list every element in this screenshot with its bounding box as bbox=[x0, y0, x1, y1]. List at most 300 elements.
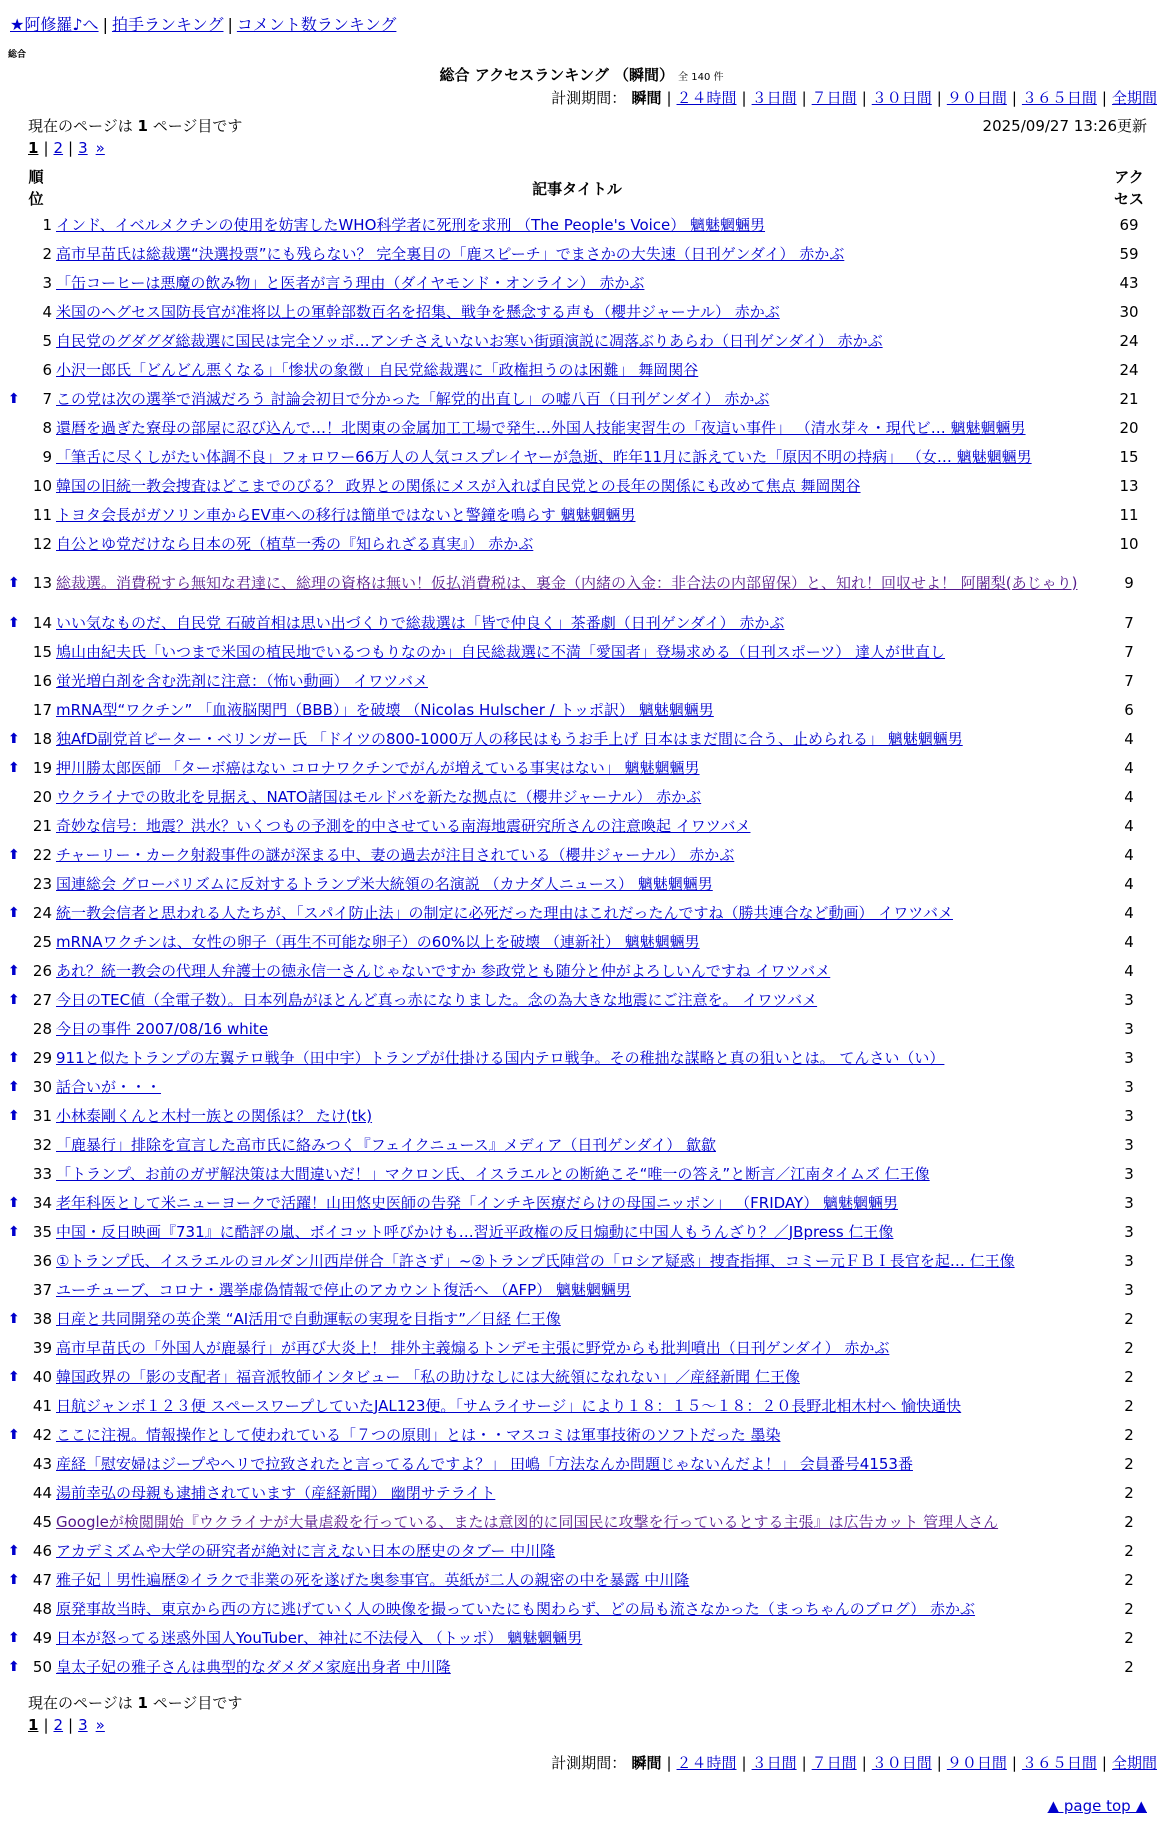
article-link[interactable]: 今日の事件 2007/08/16 white bbox=[56, 1019, 269, 1038]
rank-cell bbox=[8, 1420, 54, 1449]
article-link[interactable]: ユーチューブ、コロナ・選挙虚偽情報で停止のアカウント復活へ （AFP） 魑魅魍魎男 bbox=[56, 1280, 631, 1299]
access-count: 2 bbox=[1124, 1483, 1134, 1502]
title-cell bbox=[54, 1565, 1100, 1594]
access-count: 4 bbox=[1124, 932, 1134, 951]
pager-separator: | bbox=[43, 139, 49, 157]
rank-number: 39 bbox=[32, 1338, 52, 1357]
rank-cell bbox=[18, 927, 54, 956]
up-arrow-icon: ⬆ bbox=[8, 904, 20, 921]
article-link[interactable]: 911と似たトランプの左翼テロ戦争（田中宇）トランプが仕掛ける国内テロ戦争。その稚拙な謀略と真の狙いとは。 てんさい（い） bbox=[56, 1048, 945, 1067]
table-row bbox=[18, 297, 1158, 326]
article-link[interactable]: 高市早苗氏の「外国人が鹿暴行」が再び大炎上！ 排外主義煽るトンデモ主張に野党からも批判噴出（日刊ゲンダイ） 赤かぶ bbox=[56, 1338, 890, 1357]
rank-number: 26 bbox=[32, 961, 52, 980]
rank-cell bbox=[8, 1362, 54, 1391]
article-link[interactable]: 「鹿暴行」排除を宣言した高市氏に絡みつく『フェイクニュース』メディア（日刊ゲンダイ） 歙歙 bbox=[56, 1135, 716, 1154]
period-selector-bottom bbox=[551, 1752, 1157, 1773]
article-link[interactable]: 自公とゆ党だけなら日本の死（植草一秀の『知られざる真実』） 赤かぶ bbox=[56, 534, 534, 553]
period-separator: | bbox=[861, 89, 867, 107]
article-link[interactable]: チャーリー・カーク射殺事件の謎が深まる中、妻の過去が注目されている（櫻井ジャーナル） 赤かぶ bbox=[56, 845, 735, 864]
article-link[interactable]: 今日のTEC値（全電子数）。日本列島がほとんど真っ赤になりました。念の為大きな地震にご注意を。 イワツバメ bbox=[56, 990, 818, 1009]
table-row bbox=[18, 1478, 1158, 1507]
period-option-link[interactable]: ９０日間 bbox=[946, 1754, 1007, 1772]
up-arrow-icon: ⬆ bbox=[8, 1542, 20, 1559]
access-count: 4 bbox=[1124, 816, 1134, 835]
access-count: 3 bbox=[1124, 1019, 1134, 1038]
access-count: 7 bbox=[1124, 642, 1134, 661]
table-header bbox=[18, 166, 1158, 210]
rank-cell bbox=[8, 840, 54, 869]
access-count: 2 bbox=[1124, 1570, 1134, 1589]
rank-number: 19 bbox=[32, 758, 52, 777]
title-cell bbox=[54, 1014, 1100, 1043]
table-row bbox=[18, 956, 1158, 985]
access-count: 3 bbox=[1124, 1164, 1134, 1183]
rank-number: 44 bbox=[32, 1483, 52, 1502]
rank-cell bbox=[8, 753, 54, 782]
article-link[interactable]: 自民党のグダグダ総裁選に国民は完全ソッポ…アンチさえいないお寒い街頭演説に凋落ぶりあらわ（日刊ゲンダイ） 赤かぶ bbox=[56, 331, 883, 350]
title-cell bbox=[54, 811, 1100, 840]
rank-cell bbox=[18, 1594, 54, 1623]
title-cell bbox=[54, 1623, 1100, 1652]
article-link[interactable]: 韓国の旧統一教会捜査はどこまでのびる？ 政界との関係にメスが入れば自民党との長年の関係にも改めて焦点 舞岡関谷 bbox=[56, 476, 861, 495]
article-link[interactable]: 蛍光増白剤を含む洗剤に注意：（怖い動画） イワツバメ bbox=[56, 671, 428, 690]
page-info-suffix: ページ目です bbox=[147, 1694, 243, 1712]
rank-cell bbox=[18, 268, 54, 297]
page-title bbox=[0, 64, 1163, 85]
rank-header-text: 順位 bbox=[28, 168, 44, 208]
period-option-link[interactable]: ３０日間 bbox=[871, 1754, 932, 1772]
title-cell bbox=[54, 724, 1100, 753]
table-row bbox=[18, 558, 1158, 608]
article-link[interactable]: mRNAワクチンは、女性の卵子（再生不可能な卵子）の60%以上を破壊 （連新社） 魑魅魍魎男 bbox=[56, 932, 700, 951]
article-link[interactable]: 日航ジャンボ１２３便 スペースワープしていたJAL123便。「サムライサージ」により１８：１５〜１８：２０長野北相木村へ 愉快通快 bbox=[56, 1396, 962, 1415]
period-option-link[interactable]: ２４時間 bbox=[676, 1754, 737, 1772]
period-separator: | bbox=[666, 1754, 672, 1772]
access-count: 4 bbox=[1124, 758, 1134, 777]
title-cell bbox=[54, 1159, 1100, 1188]
rank-cell bbox=[8, 1536, 54, 1565]
access-count: 3 bbox=[1124, 990, 1134, 1009]
access-count: 24 bbox=[1119, 360, 1139, 379]
up-arrow-icon: ⬆ bbox=[8, 1629, 20, 1646]
table-row bbox=[18, 1130, 1158, 1159]
access-count: 6 bbox=[1124, 700, 1134, 719]
access-count: 3 bbox=[1124, 1193, 1134, 1212]
article-link[interactable]: ①トランプ氏、イスラエルのヨルダン川西岸併合「許さず」~②トランプ氏陣営の「ロシア疑惑」捜査指揮、コミー元ＦＢＩ長官を起… 仁王像 bbox=[56, 1251, 1015, 1270]
rank-cell bbox=[8, 1101, 54, 1130]
period-option-link[interactable]: ３０日間 bbox=[871, 89, 932, 107]
rank-number: 14 bbox=[32, 613, 52, 632]
article-link[interactable]: 産経「慰安婦はジープやヘリで拉致されたと言ってるんですよ？」 田嶋「方法なんか問題じゃないんだよ！」 会員番号4153番 bbox=[56, 1454, 913, 1473]
article-link[interactable]: 老年科医として米ニューヨークで活躍！山田悠史医師の告発「インチキ医療だらけの母国ニッポン」 （FRIDAY） 魑魅魍魎男 bbox=[56, 1193, 898, 1212]
article-link[interactable]: 韓国政界の「影の支配者」福音派牧師インタビュー 「私の助けなしには大統領になれない」／産経新聞 仁王像 bbox=[56, 1367, 800, 1386]
access-count: 3 bbox=[1124, 1280, 1134, 1299]
title-cell bbox=[54, 413, 1100, 442]
access-count: 20 bbox=[1119, 418, 1139, 437]
article-link[interactable]: 押川勝太郎医師 「ターボ癌はない コロナワクチンでがんが増えている事実はない」 魑魅魍魎男 bbox=[56, 758, 700, 777]
access-count: 7 bbox=[1124, 671, 1134, 690]
column-header-rank bbox=[18, 166, 54, 210]
pager-top bbox=[28, 139, 105, 157]
rank-number: 29 bbox=[32, 1048, 52, 1067]
table-row bbox=[18, 442, 1158, 471]
period-separator: | bbox=[666, 89, 672, 107]
access-count: 30 bbox=[1119, 302, 1139, 321]
pager-next-link[interactable]: » bbox=[95, 1716, 105, 1734]
title-cell bbox=[54, 210, 1100, 239]
table-row bbox=[18, 782, 1158, 811]
period-current: 瞬間 bbox=[626, 1754, 662, 1772]
article-link[interactable]: 話合いが・・・ bbox=[56, 1077, 162, 1096]
title-cell bbox=[54, 1275, 1100, 1304]
category-label: 総合 bbox=[8, 50, 27, 60]
access-count: 2 bbox=[1124, 1425, 1134, 1444]
pager-current: 1 bbox=[28, 1716, 39, 1734]
pager-separator: | bbox=[43, 1716, 49, 1734]
table-row bbox=[18, 1391, 1158, 1420]
period-separator: | bbox=[1101, 89, 1107, 107]
rank-number: 43 bbox=[32, 1454, 52, 1473]
clap-ranking-link[interactable]: 拍手ランキング bbox=[111, 15, 224, 34]
total-count: 全 140 件 bbox=[678, 72, 724, 83]
pager-page-link[interactable]: 3 bbox=[78, 139, 88, 157]
period-option-link[interactable]: ３６５日間 bbox=[1021, 1754, 1097, 1772]
rank-number: 11 bbox=[32, 505, 52, 524]
title-cell bbox=[54, 1130, 1100, 1159]
title-cell bbox=[54, 666, 1100, 695]
rank-number: 13 bbox=[32, 574, 52, 592]
rank-cell bbox=[18, 666, 54, 695]
table-row bbox=[18, 753, 1158, 782]
title-cell bbox=[54, 1536, 1100, 1565]
period-option-link[interactable]: 全期間 bbox=[1111, 89, 1157, 107]
table-row bbox=[18, 1159, 1158, 1188]
title-cell bbox=[54, 558, 1100, 608]
table-row bbox=[18, 1449, 1158, 1478]
access-count: 59 bbox=[1119, 244, 1139, 263]
rank-cell bbox=[18, 355, 54, 384]
title-cell bbox=[54, 1652, 1100, 1681]
title-cell bbox=[54, 1420, 1100, 1449]
rank-number: 30 bbox=[32, 1077, 52, 1096]
title-cell bbox=[54, 608, 1100, 637]
article-link[interactable]: 鳩山由紀夫氏「いつまで米国の植民地でいるつもりなのか」自民総裁選に不満「愛国者」登場求める（日刊スポーツ） 達人が世直し bbox=[56, 642, 946, 661]
access-count: 15 bbox=[1119, 447, 1139, 466]
table-row bbox=[18, 985, 1158, 1014]
table-row bbox=[18, 1652, 1158, 1681]
access-count: 2 bbox=[1124, 1309, 1134, 1328]
rank-number: 21 bbox=[32, 816, 52, 835]
up-arrow-icon: ⬆ bbox=[8, 390, 20, 407]
article-link[interactable]: Googleが検閲開始『ウクライナが大量虐殺を行っている、または意図的に同国民に攻撃を行っているとする主張』は広告カット 管理人さん bbox=[56, 1512, 999, 1531]
title-cell bbox=[54, 840, 1100, 869]
rank-cell bbox=[18, 1014, 54, 1043]
article-link[interactable]: 中国・反日映画『731』に酷評の嵐、ボイコット呼びかけも…習近平政権の反日煽動に中国人もうんざり？／JBpress 仁王像 bbox=[56, 1222, 894, 1241]
rank-cell bbox=[8, 985, 54, 1014]
access-count: 10 bbox=[1119, 534, 1139, 553]
rank-cell bbox=[8, 384, 54, 413]
table-row bbox=[18, 1217, 1158, 1246]
title-cell bbox=[54, 782, 1100, 811]
up-arrow-icon: ⬆ bbox=[8, 1107, 20, 1124]
rank-number: 48 bbox=[32, 1599, 52, 1618]
table-row bbox=[18, 869, 1158, 898]
table-row bbox=[18, 1072, 1158, 1101]
article-link[interactable]: 還暦を過ぎた寮母の部屋に忍び込んで…！北関東の金属加工工場で発生…外国人技能実習生の「夜這い事件」 （清水芽々・現代ビ… 魑魅魍魎男 bbox=[56, 418, 1026, 437]
access-count: 7 bbox=[1124, 613, 1134, 632]
ranking-table bbox=[8, 166, 1158, 1681]
period-label: 計測期間： bbox=[551, 1754, 627, 1772]
article-link[interactable]: アカデミズムや大学の研究者が絶対に言えない日本の歴史のタブー 中川隆 bbox=[56, 1541, 556, 1560]
article-link[interactable]: 国連総会 グローバリズムに反対するトランプ米大統領の名演説 （カナダ人ニュース） 魑魅魍魎男 bbox=[56, 874, 713, 893]
period-separator: | bbox=[1101, 1754, 1107, 1772]
article-link[interactable]: mRNA型“ワクチン” 「血液脳関門（BBB）」を破壊 （Nicolas Hulscher / トッポ訳） 魑魅魍魎男 bbox=[56, 700, 714, 719]
access-count: 2 bbox=[1124, 1367, 1134, 1386]
access-count: 11 bbox=[1119, 505, 1139, 524]
rank-number: 37 bbox=[32, 1280, 52, 1299]
rank-number: 3 bbox=[42, 273, 52, 292]
table-row bbox=[18, 1623, 1158, 1652]
period-option-link[interactable]: ７日間 bbox=[811, 1754, 857, 1772]
title-cell bbox=[54, 869, 1100, 898]
rank-cell bbox=[18, 529, 54, 558]
title-cell bbox=[54, 1101, 1100, 1130]
access-header-text: アクセス bbox=[1113, 168, 1144, 208]
title-cell bbox=[54, 500, 1100, 529]
title-cell bbox=[54, 1449, 1100, 1478]
title-cell bbox=[54, 529, 1100, 558]
period-separator: | bbox=[741, 89, 747, 107]
rank-number: 32 bbox=[32, 1135, 52, 1154]
up-arrow-icon: ⬆ bbox=[8, 730, 20, 747]
table-row bbox=[18, 1101, 1158, 1130]
period-separator: | bbox=[861, 1754, 867, 1772]
up-arrow-icon: ⬆ bbox=[8, 1571, 20, 1588]
article-link[interactable]: トヨタ会長がガソリン車からEV車への移行は簡単ではないと警鐘を鳴らす 魑魅魍魎男 bbox=[56, 505, 636, 524]
access-count: 13 bbox=[1119, 476, 1139, 495]
title-cell bbox=[54, 297, 1100, 326]
title-cell bbox=[54, 1478, 1100, 1507]
title-cell bbox=[54, 1391, 1100, 1420]
period-separator: | bbox=[1011, 89, 1017, 107]
period-option-link[interactable]: ７日間 bbox=[811, 89, 857, 107]
rank-number: 45 bbox=[32, 1512, 52, 1531]
rank-cell bbox=[8, 724, 54, 753]
title-cell bbox=[54, 1304, 1100, 1333]
rank-cell bbox=[18, 210, 54, 239]
table-row bbox=[18, 384, 1158, 413]
up-arrow-icon: ⬆ bbox=[8, 1223, 20, 1240]
up-arrow-icon: ⬆ bbox=[8, 1658, 20, 1675]
period-option-link[interactable]: ３日間 bbox=[751, 89, 797, 107]
title-cell bbox=[54, 1246, 1100, 1275]
nav-separator: | bbox=[227, 15, 233, 34]
article-link[interactable]: 原発事故当時、東京から西の方に逃げていく人の映像を撮っていたにも関わらず、どの局も流さなかった（まっちゃんのブログ） 赤かぶ bbox=[56, 1599, 976, 1618]
rank-cell bbox=[18, 1449, 54, 1478]
article-link[interactable]: 小沢一郎氏「どんどん悪くなる」「惨状の象徴」自民党総裁選に「政権担うのは困難」 舞岡関谷 bbox=[56, 360, 699, 379]
page-info-bottom bbox=[28, 1692, 242, 1713]
rank-cell bbox=[18, 1507, 54, 1536]
rank-number: 17 bbox=[32, 700, 52, 719]
period-option-link[interactable]: ２４時間 bbox=[676, 89, 737, 107]
article-link[interactable]: 統一教会信者と思われる人たちが、「スパイ防止法」の制定に必死だった理由はこれだったんですね（勝共連合など動画） イワツバメ bbox=[56, 903, 953, 922]
rank-number: 10 bbox=[32, 476, 52, 495]
period-option-link[interactable]: ３日間 bbox=[751, 1754, 797, 1772]
page-info-number: 1 bbox=[137, 117, 148, 135]
period-label: 計測期間： bbox=[551, 89, 627, 107]
article-link[interactable]: 日産と共同開発の英企業 “AI活用で自動運転の実現を目指す”／日経 仁王像 bbox=[56, 1309, 561, 1328]
table-row bbox=[18, 927, 1158, 956]
rank-number: 1 bbox=[42, 215, 52, 234]
access-count: 3 bbox=[1124, 1251, 1134, 1270]
period-option-link[interactable]: ９０日間 bbox=[946, 89, 1007, 107]
table-row bbox=[18, 1420, 1158, 1449]
up-arrow-icon: ⬆ bbox=[8, 1310, 20, 1327]
access-count: 2 bbox=[1124, 1512, 1134, 1531]
period-separator: | bbox=[801, 89, 807, 107]
rank-number: 25 bbox=[32, 932, 52, 951]
title-cell bbox=[54, 927, 1100, 956]
article-link[interactable]: 小林泰剛くんと木村一族との関係は？ たけ(tk) bbox=[56, 1106, 373, 1125]
up-arrow-icon: ⬆ bbox=[8, 846, 20, 863]
title-cell bbox=[54, 239, 1100, 268]
rank-cell bbox=[18, 1391, 54, 1420]
rank-number: 40 bbox=[32, 1367, 52, 1386]
page-info-top bbox=[28, 115, 242, 136]
pager-next-link[interactable]: » bbox=[95, 139, 105, 157]
access-count: 2 bbox=[1124, 1338, 1134, 1357]
comment-ranking-link[interactable]: コメント数ランキング bbox=[236, 15, 397, 34]
rank-cell bbox=[18, 1275, 54, 1304]
title-cell bbox=[54, 956, 1100, 985]
period-option-link[interactable]: 全期間 bbox=[1111, 1754, 1157, 1772]
rank-number: 35 bbox=[32, 1222, 52, 1241]
title-cell bbox=[54, 442, 1100, 471]
rank-cell bbox=[18, 326, 54, 355]
article-link[interactable]: 雅子妃｜男性遍歴②イラクで非業の死を遂げた奥参事官。英紙が二人の親密の中を暴露 中川隆 bbox=[56, 1570, 690, 1589]
rank-number: 28 bbox=[32, 1019, 52, 1038]
rank-cell bbox=[18, 413, 54, 442]
access-count: 43 bbox=[1119, 273, 1139, 292]
table-row bbox=[18, 666, 1158, 695]
up-arrow-icon: ⬆ bbox=[8, 1078, 20, 1095]
pager-current: 1 bbox=[28, 139, 39, 157]
rank-cell bbox=[8, 1072, 54, 1101]
article-link[interactable]: 総裁選。消費税すら無知な君達に、総理の資格は無い！仮払消費税は、裏金（内緒の入金：非合法の内部留保）と、知れ！回収せよ！ 阿闍梨(あじゃり) bbox=[56, 574, 1078, 592]
article-link[interactable]: インド、イベルメクチンの使用を妨害したWHO科学者に死刑を求刑 （The People's Voice） 魑魅魍魎男 bbox=[56, 215, 766, 234]
access-count: 69 bbox=[1119, 215, 1139, 234]
title-cell bbox=[54, 1594, 1100, 1623]
article-link[interactable]: 「缶コーヒーは悪魔の飲み物」と医者が言う理由（ダイヤモンド・オンライン） 赤かぶ bbox=[56, 273, 645, 292]
up-arrow-icon: ⬆ bbox=[8, 1049, 20, 1066]
up-arrow-icon: ⬆ bbox=[8, 1194, 20, 1211]
rank-cell bbox=[18, 500, 54, 529]
period-selector-top bbox=[551, 87, 1157, 108]
rank-cell bbox=[18, 471, 54, 500]
article-link[interactable]: 独AfD副党首ピーター・ベリンガー氏 「ドイツの800-1000万人の移民はもうお手上げ 日本はまだ間に合う、止められる」 魑魅魍魎男 bbox=[56, 729, 963, 748]
access-count: 2 bbox=[1124, 1657, 1134, 1676]
article-link[interactable]: 奇妙な信号：地震？洪水？いくつもの予測を的中させている南海地震研究所さんの注意喚起 イワツバメ bbox=[56, 816, 751, 835]
access-count: 3 bbox=[1124, 1135, 1134, 1154]
article-link[interactable]: 「トランプ、お前のガザ解決策は大間違いだ！」マクロン氏、イスラエルとの断絶こそ“唯一の答え”と断言／江南タイムズ 仁王像 bbox=[56, 1164, 930, 1183]
article-link[interactable]: あれ？統一教会の代理人弁護士の徳永信一さんじゃないですか 参政党とも随分と仲がよろしいんですね イワツバメ bbox=[56, 961, 831, 980]
title-cell bbox=[54, 985, 1100, 1014]
rank-number: 16 bbox=[32, 671, 52, 690]
article-link[interactable]: 米国のヘグセス国防長官が准将以上の軍幹部数百名を招集、戦争を懸念する声も（櫻井ジャーナル） 赤かぶ bbox=[56, 302, 780, 321]
top-nav bbox=[10, 12, 396, 35]
table-row bbox=[18, 268, 1158, 297]
article-link[interactable]: 「筆舌に尽くしがたい体調不良」フォロワー66万人の人気コスプレイヤーが急逝、昨年11月に訴えていた「原因不明の持病」 （女… 魑魅魍魎男 bbox=[56, 447, 1032, 466]
rank-cell bbox=[8, 558, 54, 608]
home-link[interactable]: ★阿修羅♪へ bbox=[10, 15, 99, 34]
table-row bbox=[18, 840, 1158, 869]
table-row bbox=[18, 898, 1158, 927]
access-count: 3 bbox=[1124, 1222, 1134, 1241]
access-count: 4 bbox=[1124, 787, 1134, 806]
up-arrow-icon: ⬆ bbox=[8, 991, 20, 1008]
up-arrow-icon: ⬆ bbox=[8, 759, 20, 776]
period-separator: | bbox=[801, 1754, 807, 1772]
table-row bbox=[18, 1304, 1158, 1333]
pager-page-link[interactable]: 2 bbox=[53, 1716, 64, 1734]
article-link[interactable]: この党は次の選挙で消滅だろう 討論会初日で分かった「解党的出直し」の嘘八百（日刊ゲンダイ） 赤かぶ bbox=[56, 389, 770, 408]
title-cell bbox=[54, 1043, 1100, 1072]
rank-cell bbox=[18, 811, 54, 840]
article-link[interactable]: ウクライナでの敗北を見据え、NATO諸国はモルドバを新たな拠点に（櫻井ジャーナル） 赤かぶ bbox=[56, 787, 702, 806]
access-count: 4 bbox=[1124, 961, 1134, 980]
access-count: 4 bbox=[1124, 903, 1134, 922]
table-row bbox=[18, 1188, 1158, 1217]
rank-number: 23 bbox=[32, 874, 52, 893]
page-info-prefix: 現在のページは bbox=[28, 117, 138, 135]
page-top-link[interactable]: ▲ page top ▲ bbox=[1047, 1797, 1147, 1815]
title-cell bbox=[54, 1362, 1100, 1391]
article-link[interactable]: 日本が怒ってる迷惑外国人YouTuber、神社に不法侵入 （トッポ） 魑魅魍魎男 bbox=[56, 1628, 583, 1647]
rank-number: 6 bbox=[42, 360, 52, 379]
rank-number: 33 bbox=[32, 1164, 52, 1183]
article-link[interactable]: 高市早苗氏は総裁選“決選投票”にも残らない？ 完全裏目の「鹿スピーチ」でまさかの大失速（日刊ゲンダイ） 赤かぶ bbox=[56, 244, 845, 263]
rank-number: 42 bbox=[32, 1425, 52, 1444]
table-row bbox=[18, 1246, 1158, 1275]
rank-number: 34 bbox=[32, 1193, 52, 1212]
rank-cell bbox=[18, 1478, 54, 1507]
article-link[interactable]: ここに注視。情報操作として使われている「７つの原則」とは・・マスコミは軍事技術のソフトだった 墨染 bbox=[56, 1425, 781, 1444]
title-cell bbox=[54, 471, 1100, 500]
page-info-number: 1 bbox=[137, 1694, 148, 1712]
pager-page-link[interactable]: 2 bbox=[53, 139, 64, 157]
article-link[interactable]: いい気なものだ、自民党 石破首相は思い出づくりで総裁選は「皆で仲良く」茶番劇（日刊ゲンダイ） 赤かぶ bbox=[56, 613, 785, 632]
updated-timestamp: 2025/09/27 13:26更新 bbox=[982, 117, 1147, 135]
rank-number: 20 bbox=[32, 787, 52, 806]
rank-number: 12 bbox=[32, 534, 52, 553]
pager-page-link[interactable]: 3 bbox=[78, 1716, 88, 1734]
article-link[interactable]: 皇太子妃の雅子さんは典型的なダメダメ家庭出身者 中川隆 bbox=[56, 1657, 451, 1676]
table-row bbox=[18, 695, 1158, 724]
table-row bbox=[18, 239, 1158, 268]
table-row bbox=[18, 210, 1158, 239]
article-link[interactable]: 湯前幸弘の母親も逮捕されています（産経新聞） 幽閉サテライト bbox=[56, 1483, 496, 1502]
title-cell bbox=[54, 1333, 1100, 1362]
rank-number: 36 bbox=[32, 1251, 52, 1270]
period-option-link[interactable]: ３６５日間 bbox=[1021, 89, 1097, 107]
rank-cell bbox=[18, 1159, 54, 1188]
title-cell bbox=[54, 326, 1100, 355]
table-row bbox=[18, 724, 1158, 753]
pager-separator: | bbox=[68, 139, 74, 157]
rank-cell bbox=[8, 1623, 54, 1652]
access-count: 3 bbox=[1124, 1106, 1134, 1125]
table-row bbox=[18, 608, 1158, 637]
